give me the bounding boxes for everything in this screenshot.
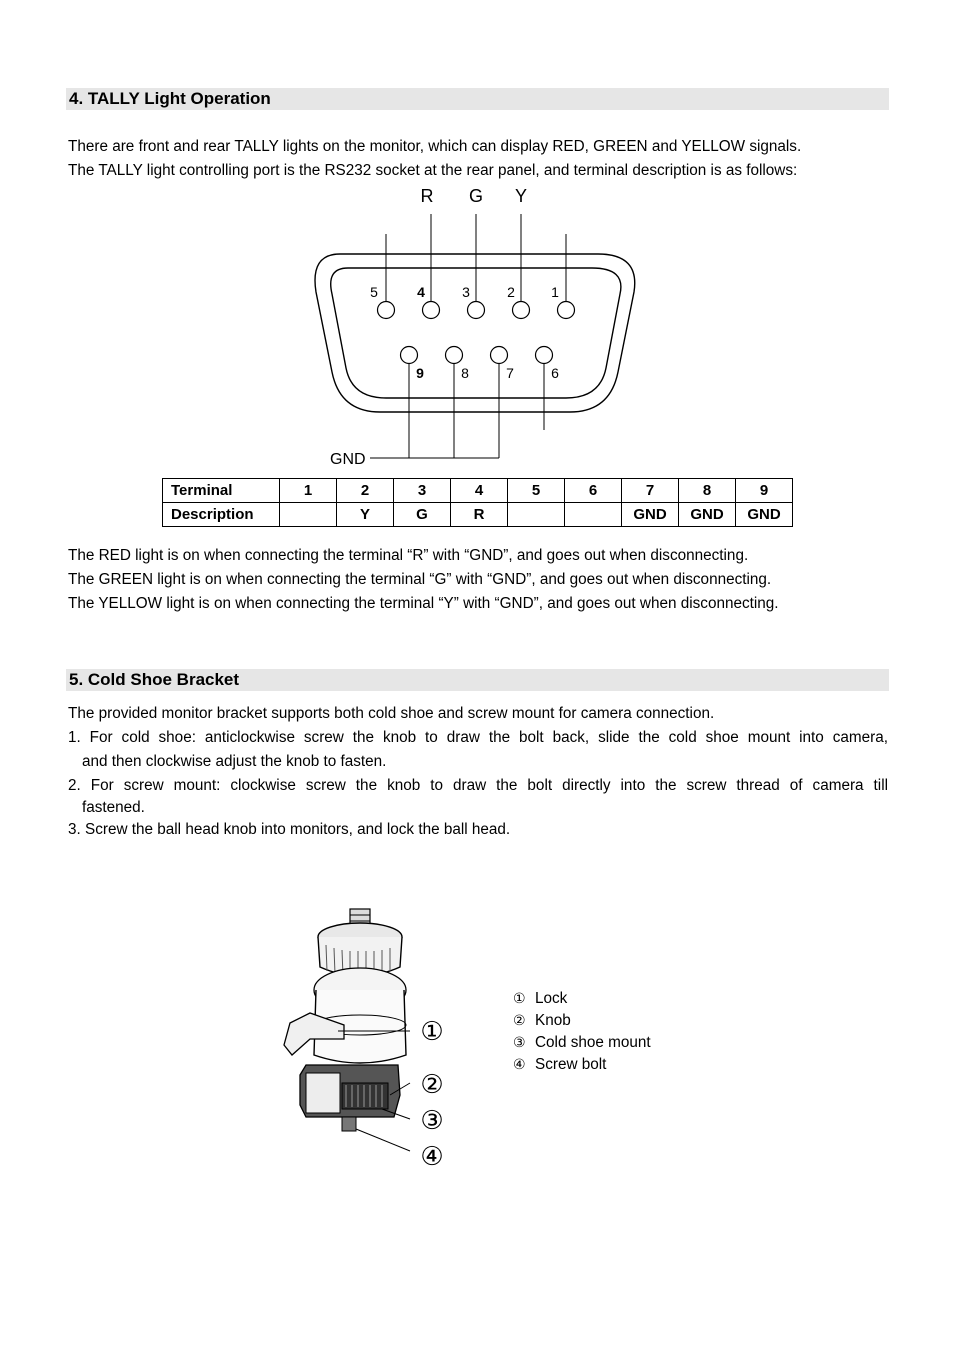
terminal-table: [162, 478, 793, 527]
table-cell: GND: [679, 503, 736, 527]
list-item: [513, 1032, 651, 1054]
note-yellow: The YELLOW light is on when connecting the terminal “Y” with “GND”, and goes out when disconnecting.: [68, 595, 779, 612]
table-cell: 6: [565, 479, 622, 503]
section-4-heading: 4. TALLY Light Operation: [66, 88, 889, 110]
list-item: [513, 988, 651, 1010]
table-row: [163, 503, 793, 527]
connector-shell-outer: [315, 254, 635, 412]
section-4-intro: [68, 135, 888, 183]
legend-number: ③: [513, 1035, 526, 1051]
intro-line-1: There are front and rear TALLY lights on the monitor, which can display RED, GREEN and YELLOW signals.: [68, 138, 802, 155]
table-cell: [508, 503, 565, 527]
table-cell: GND: [622, 503, 679, 527]
legend-label: Screw bolt: [535, 1056, 607, 1073]
pin-1: [558, 302, 575, 319]
legend-number: ①: [513, 991, 526, 1007]
table-cell: 7: [622, 479, 679, 503]
step-2-line-2: fastened.: [82, 799, 145, 816]
table-row: [163, 479, 793, 503]
list-item: [513, 1010, 651, 1032]
callout-3: ③: [420, 1106, 444, 1136]
pin-number-1: 1: [551, 284, 559, 300]
note-green: The GREEN light is on when connecting the terminal “G” with “GND”, and goes out when disconnecting.: [68, 571, 772, 588]
signal-label-g: G: [468, 186, 484, 206]
pin-number-4: 4: [417, 284, 425, 300]
pin-9: [401, 347, 418, 364]
table-cell: 5: [508, 479, 565, 503]
legend-label: Knob: [535, 1012, 571, 1029]
table-header-terminal: Terminal: [163, 479, 280, 503]
step-1-line-1: 1. For cold shoe: anticlockwise screw the knob to draw the bolt back, slide the cold shoe mount into camera,: [68, 729, 888, 746]
pin-4: [423, 302, 440, 319]
pin-3: [468, 302, 485, 319]
step-3: 3. Screw the ball head knob into monitors, and lock the ball head.: [68, 821, 511, 838]
table-cell: 8: [679, 479, 736, 503]
step-1-line-2: and then clockwise adjust the knob to fasten.: [82, 753, 387, 770]
pin-6: [536, 347, 553, 364]
callout-1: ①: [420, 1017, 444, 1047]
table-header-description: Description: [163, 503, 280, 527]
legend-number: ②: [513, 1013, 526, 1029]
section-5-intro: The provided monitor bracket supports both cold shoe and screw mount for camera connection.: [68, 705, 715, 722]
section-5-body: [68, 702, 888, 842]
pin-number-7: 7: [506, 365, 514, 381]
rs232-connector-diagram: [300, 182, 660, 472]
table-cell: 3: [394, 479, 451, 503]
legend-label: Lock: [535, 990, 568, 1007]
bracket-legend: [513, 988, 651, 1076]
callout-2: ②: [420, 1070, 444, 1100]
pin-number-8: 8: [461, 365, 469, 381]
table-cell: 2: [337, 479, 394, 503]
pin-number-5: 5: [370, 284, 378, 300]
table-cell: GND: [736, 503, 793, 527]
legend-label: Cold shoe mount: [535, 1034, 651, 1051]
table-cell: 9: [736, 479, 793, 503]
list-item: [513, 1054, 651, 1076]
table-cell: G: [394, 503, 451, 527]
table-cell: R: [451, 503, 508, 527]
signal-label-y: Y: [514, 186, 528, 206]
note-red: The RED light is on when connecting the terminal “R” with “GND”, and goes out when disconnecting.: [68, 547, 749, 564]
cold-shoe-bracket-illustration: [270, 905, 460, 1175]
legend-number: ④: [513, 1057, 526, 1073]
step-2-line-1: 2. For screw mount: clockwise screw the knob to draw the bolt directly into the screw thread of camera till: [68, 777, 888, 794]
section-5-heading: 5. Cold Shoe Bracket: [66, 669, 889, 691]
table-cell: 4: [451, 479, 508, 503]
gnd-label: GND: [330, 451, 366, 468]
table-cell: [280, 503, 337, 527]
signal-label-r: R: [420, 186, 434, 206]
pin-number-3: 3: [462, 284, 470, 300]
table-cell: 1: [280, 479, 337, 503]
callout-4: ④: [420, 1142, 444, 1172]
pin-2: [513, 302, 530, 319]
table-cell: [565, 503, 622, 527]
pin-8: [446, 347, 463, 364]
pin-5: [378, 302, 395, 319]
table-cell: Y: [337, 503, 394, 527]
pin-7: [491, 347, 508, 364]
pin-number-9: 9: [416, 365, 424, 381]
intro-line-2: The TALLY light controlling port is the RS232 socket at the rear panel, and terminal description is as follows:: [68, 162, 798, 179]
tally-notes: [68, 544, 888, 616]
pin-number-6: 6: [551, 365, 559, 381]
pin-number-2: 2: [507, 284, 515, 300]
